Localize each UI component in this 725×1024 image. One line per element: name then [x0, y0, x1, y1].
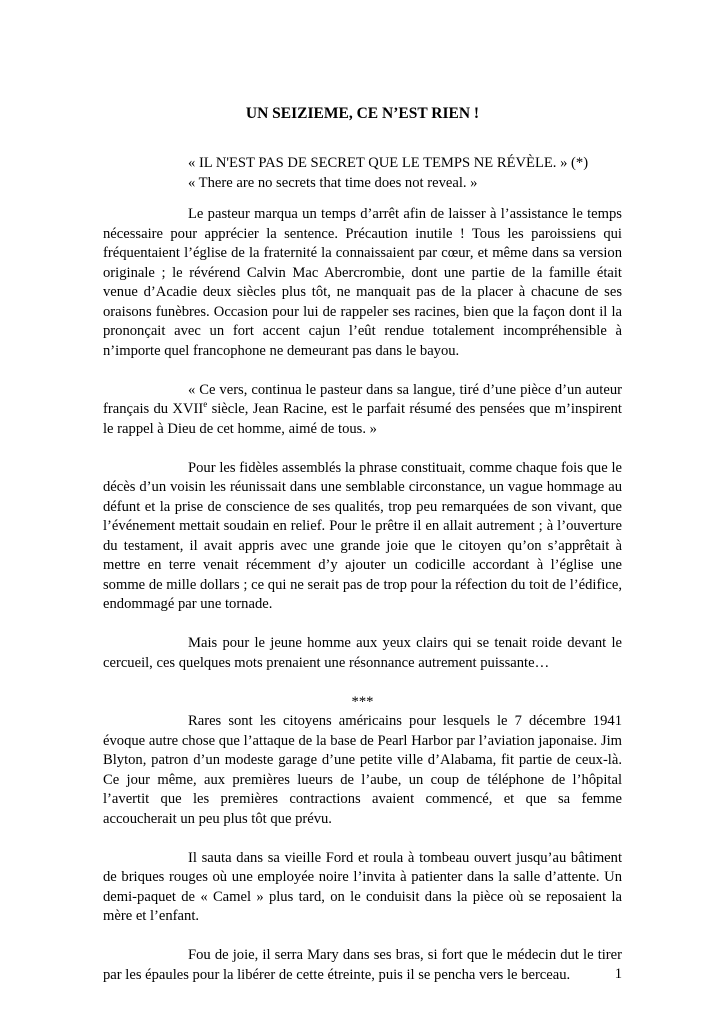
- paragraph: Fou de joie, il serra Mary dans ses bras, si fort que le médecin dut le tirer par les épaules pour la libérer de cette étreinte, puis il se pencha vers le berceau.: [103, 947, 622, 983]
- epigraph-french: « IL N'EST PAS DE SECRET QUE LE TEMPS NE RÉVÈLE. » (*): [188, 155, 589, 171]
- section-separator: ***: [351, 693, 374, 710]
- century-superscript: e: [203, 399, 208, 410]
- quote-paragraph: [103, 381, 622, 440]
- paragraph: Rares sont les citoyens américains pour lesquels le 7 décembre 1941 évoque autre chose que l’attaque de la base de Pearl Harbor par l’aviation japonaise. Jim Blyton, patron d’un modeste garage d’une petite ville d’Alabama, fit partie de ceux-là. Ce jour même, aux premières lueurs de l’aube, un coup de téléphone de l’hôpital l’avertit que les premières contractions avaient commencé, et que sa femme accoucherait un peu plus tôt que prévu.: [103, 713, 622, 827]
- body-text: [103, 205, 622, 1005]
- paragraph: Il sauta dans sa vieille Ford et roula à tombeau ouvert jusqu’au bâtiment de briques rouges où une employée noire l’invita à patienter dans la salle d’attente. Un demi-paquet de « Camel » plus tard, on le conduisit dans la pièce où se reposaient la mère et l’enfant.: [103, 849, 622, 924]
- paragraph: Le pasteur marqua un temps d’arrêt afin de laisser à l’assistance le temps nécessaire pour apprécier la sentence. Précaution inutile ! Tous les paroissiens qui fréquentaient l’église de la fraternité la connaissaient par cœur, et même dans sa version originale ; le révérend Calvin Mac Abercrombie, dont une partie de la famille était venue d’Acadie deux siècles plus tôt, ne manquait pas de la placer à chacune de ses oraisons funèbres. Occasion pour lui de rappeler ses racines, bien que la façon dont il la prononçait avec un fort accent cajun l’eût rendue totalement incompréhensible à n’importe quel francophone ne demeurant pas dans le bayou.: [103, 206, 622, 359]
- paragraph: Mais pour le jeune homme aux yeux clairs qui se tenait roide devant le cercueil, ces quelques mots prenaient une résonnance autrement puissante…: [103, 635, 622, 671]
- quote-text-start: « Ce vers, continua le pasteur dans sa langue, tiré d’une pièce d’un auteur français du XVII: [103, 381, 622, 417]
- quote-text-end: siècle, Jean Racine, est le parfait résumé des pensées que m’inspirent le rappel à Dieu de cet homme, aimé de tous. »: [103, 401, 622, 437]
- page-number: 1: [614, 966, 622, 982]
- epigraph: [188, 154, 628, 193]
- paragraph: Pour les fidèles assemblés la phrase constituait, comme chaque fois que le décès d’un voisin les réunissait dans une semblable circonstance, un vague hommage au défunt et la prise de conscience de ses qualités, trop peu remarquées de son vivant, que l’événement mettait soudain en relief. Pour le prêtre il en allait autrement ; à l’ouverture du testament, il avait appris avec une grande joie que le citoyen qu’on s’apprêtait à mettre en terre venait récemment d’y ajouter un codicille accordant à l’église une somme de mille dollars ; ce qui ne serait pas de trop pour la réfection du toit de l’édifice, endommagé par une tornade.: [103, 459, 622, 612]
- page-title: UN SEIZIEME, CE N’EST RIEN !: [245, 105, 480, 122]
- epigraph-english: « There are no secrets that time does not reveal. »: [188, 174, 478, 191]
